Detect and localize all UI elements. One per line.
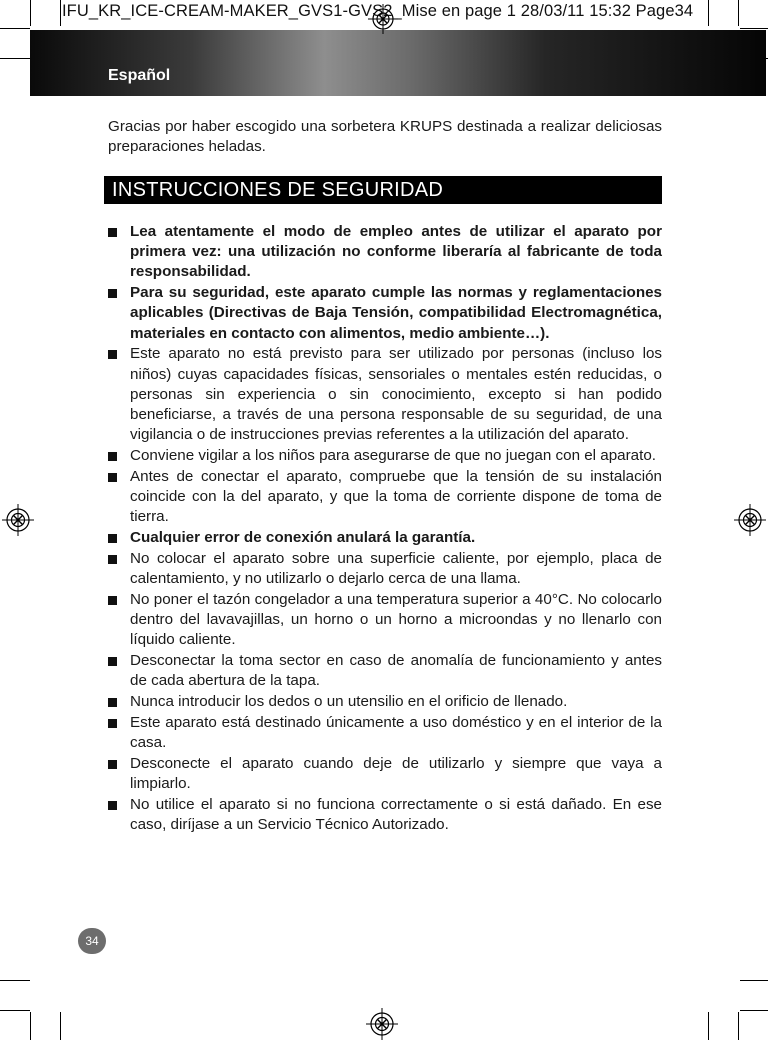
list-item xyxy=(108,713,662,753)
list-item xyxy=(108,754,662,794)
square-bullet-icon xyxy=(108,657,117,666)
crop-mark xyxy=(30,1012,31,1040)
crop-mark xyxy=(60,1012,61,1040)
list-item xyxy=(108,344,662,445)
crop-mark xyxy=(740,28,768,29)
crop-mark xyxy=(0,980,30,981)
list-item xyxy=(108,549,662,589)
list-item xyxy=(108,795,662,835)
square-bullet-icon xyxy=(108,289,117,298)
list-item-text: No poner el tazón congelador a una temperatura superior a 40°C. No colocarlo dentro del lavavajillas, un horno o un horno a microondas y no llenarlo con líquido caliente. xyxy=(130,590,662,649)
language-label: Español xyxy=(108,67,171,84)
crop-mark xyxy=(738,0,739,26)
square-bullet-icon xyxy=(108,350,117,359)
section-title: INSTRUCCIONES DE SEGURIDAD xyxy=(104,176,662,204)
crop-mark xyxy=(60,0,61,26)
square-bullet-icon xyxy=(108,555,117,564)
crop-mark xyxy=(0,1010,30,1011)
list-item xyxy=(108,222,662,283)
crop-mark xyxy=(708,1012,709,1040)
list-item-text: Lea atentamente el modo de empleo antes de utilizar el aparato por primera vez: una utilización no conforme liberaría al fabricante de toda responsabilidad. xyxy=(130,223,662,281)
list-item-text: Conviene vigilar a los niños para asegurarse de que no juegan con el aparato. xyxy=(130,447,657,465)
registration-mark-icon xyxy=(366,1008,398,1040)
header-band xyxy=(30,30,766,96)
list-item xyxy=(108,446,662,466)
list-item xyxy=(108,283,662,344)
square-bullet-icon xyxy=(108,452,117,461)
list-item-text: Desconectar la toma sector en caso de anomalía de funcionamiento y antes de cada abertura de la tapa. xyxy=(130,652,662,690)
list-item-text: Este aparato no está previsto para ser utilizado por personas (incluso los niños) cuyas capacidades físicas, sensoriales o mentales estén reducidas, o personas sin experiencia o sin conocimiento, excepto si han podido beneficiarse, a través de una persona responsable de su seguridad, de una vigilancia o de instrucciones previas referentes a la utilización del aparato. xyxy=(130,345,662,444)
registration-mark-icon xyxy=(2,504,34,536)
page-number: 34 xyxy=(78,928,106,954)
square-bullet-icon xyxy=(108,801,117,810)
list-item xyxy=(108,590,662,651)
crop-mark xyxy=(0,58,30,59)
list-item-text: No colocar el aparato sobre una superficie caliente, por ejemplo, placa de calentamiento, y no utilizarlo o dejarlo cerca de una llama. xyxy=(130,549,662,588)
list-item-text: Desconecte el aparato cuando deje de utilizarlo y siempre que vaya a limpiarlo. xyxy=(130,754,662,793)
crop-mark xyxy=(738,1012,739,1040)
list-item-text: Este aparato está destinado únicamente a uso doméstico y en el interior de la casa. xyxy=(130,713,662,752)
list-item-text: No utilice el aparato si no funciona correctamente o si está dañado. En ese caso, diríjase a un Servicio Técnico Autorizado. xyxy=(130,795,662,834)
crop-mark xyxy=(30,0,31,26)
safety-instructions-list xyxy=(108,222,662,836)
square-bullet-icon xyxy=(108,596,117,605)
list-item-text: Antes de conectar el aparato, compruebe que la tensión de su instalación coincide con la del aparato, y que la toma de corriente dispone de toma de tierra. xyxy=(130,467,662,526)
registration-mark-icon xyxy=(368,4,398,34)
square-bullet-icon xyxy=(108,228,117,237)
list-item xyxy=(108,528,662,548)
print-slug: IFU_KR_ICE-CREAM-MAKER_GVS1-GVS2_Mise en page 1 28/03/11 15:32 Page34 xyxy=(62,2,694,20)
square-bullet-icon xyxy=(108,760,117,769)
square-bullet-icon xyxy=(108,473,117,482)
square-bullet-icon xyxy=(108,698,117,707)
crop-mark xyxy=(740,980,768,981)
crop-mark xyxy=(0,28,30,29)
list-item-text: Nunca introducir los dedos o un utensilio en el orificio de llenado. xyxy=(130,693,568,711)
list-item-text: Para su seguridad, este aparato cumple las normas y reglamentaciones aplicables (Directivas de Baja Tensión, compatibilidad Electromagnética, materiales en contacto con alimentos, medio ambiente…). xyxy=(130,284,662,342)
list-item-text: Cualquier error de conexión anulará la garantía. xyxy=(130,529,476,547)
intro-paragraph: Gracias por haber escogido una sorbetera KRUPS destinada a realizar deliciosas preparaciones heladas. xyxy=(108,118,662,155)
crop-mark xyxy=(708,0,709,26)
square-bullet-icon xyxy=(108,534,117,543)
list-item xyxy=(108,692,662,712)
registration-mark-icon xyxy=(734,504,766,536)
list-item xyxy=(108,467,662,528)
crop-mark xyxy=(740,1010,768,1011)
list-item xyxy=(108,651,662,691)
square-bullet-icon xyxy=(108,719,117,728)
